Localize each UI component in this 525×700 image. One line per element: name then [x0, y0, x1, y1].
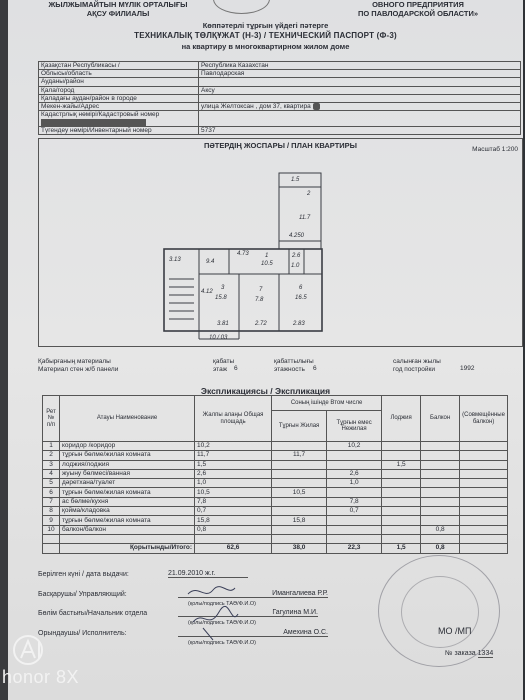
- cell-name: [60, 534, 195, 543]
- plan-label: 2.72: [255, 321, 267, 327]
- cell-nonliving: [327, 525, 382, 534]
- dept-head-label: Бөлім бастығы/Начальник отдела: [38, 610, 148, 617]
- cell-living: [272, 507, 327, 516]
- info-label: Мекен-жайы/Адрес: [39, 103, 199, 111]
- header-left-line1: ЖЫЛЖЫМАЙТЫН МҮЛІК ОРТАЛЫҒЫ: [48, 0, 188, 9]
- cell-combined: [460, 516, 508, 525]
- table-row: [43, 479, 508, 488]
- cell-living: 11,7: [272, 451, 327, 460]
- cell-combined: [460, 469, 508, 478]
- cell-name: қойма/кладовка: [60, 507, 195, 516]
- redacted-mark: [313, 103, 320, 110]
- plan-label: 1.0: [291, 263, 300, 269]
- cell-loggia: [382, 525, 421, 534]
- plan-label: 1.5: [291, 177, 300, 183]
- issue-date-label: Берілген күні / дата выдачи:: [38, 571, 129, 578]
- camera-ai-icon: [4, 630, 64, 670]
- cell-name: коридор /коридор: [60, 442, 195, 451]
- table-row: [43, 469, 508, 478]
- cell-num: 3: [43, 460, 60, 469]
- header-right-line2: ПО ПАВЛОДАРСКОЙ ОБЛАСТИ»: [357, 9, 479, 18]
- year-label-kz: салынған жылы: [393, 358, 441, 365]
- cell-nonliving: [327, 488, 382, 497]
- cell-combined: [460, 497, 508, 506]
- cell-nonliving: 2,6: [327, 469, 382, 478]
- info-label: [39, 111, 199, 127]
- cell-nonliving: 1,0: [327, 479, 382, 488]
- dept-head-name: Гагулина М.И.: [178, 609, 318, 617]
- cell-living: [272, 525, 327, 534]
- cell-balcony: [421, 497, 460, 506]
- cell-balcony: [421, 442, 460, 451]
- cell-num: [43, 534, 60, 543]
- cell-living: [272, 442, 327, 451]
- plan-label: 10.5: [261, 261, 273, 267]
- table-row: [43, 460, 508, 469]
- cell-living: [272, 497, 327, 506]
- cell-total: 7,8: [195, 497, 272, 506]
- floor-plan-section: [38, 138, 523, 347]
- cell-num: 6: [43, 488, 60, 497]
- info-value: Аксу: [199, 86, 521, 94]
- cell-combined: [460, 479, 508, 488]
- cell-name: тұрғын бөлме/жилая комната: [60, 451, 195, 460]
- signature-marks: [183, 582, 243, 647]
- cell-combined: [460, 525, 508, 534]
- cell-nonliving: [327, 451, 382, 460]
- floors-value: 6: [313, 365, 317, 372]
- plan-label: 1: [265, 253, 269, 259]
- info-value: Павлодарская: [199, 70, 521, 78]
- redacted-mark: [41, 119, 146, 126]
- cell-living: 38,0: [272, 544, 327, 553]
- order-label: № заказа: [445, 650, 476, 657]
- col-living: Тұрғын Жилая: [272, 411, 327, 442]
- explication-table: [42, 395, 508, 554]
- plan-label: 16.5: [295, 295, 307, 301]
- cell-total: 62,6: [195, 544, 272, 553]
- cell-balcony: [421, 507, 460, 516]
- address-info-table: [38, 61, 521, 135]
- wall-material-label-kz: Қабырғаның материалы: [38, 358, 111, 365]
- header-right: [338, 0, 498, 18]
- floors-label-ru: этажность: [274, 366, 305, 373]
- cell-combined: [460, 507, 508, 516]
- table-total-row: [43, 544, 508, 553]
- cell-num: 8: [43, 507, 60, 516]
- info-row: [39, 62, 521, 70]
- floor-plan-title: ПӘТЕРДІҢ ЖОСПАРЫ / ПЛАН КВАРТИРЫ: [203, 141, 358, 150]
- cell-name: ас бөлме/кухня: [60, 497, 195, 506]
- col-balcony: Балкон: [421, 396, 460, 442]
- plan-label: 3.13: [169, 257, 181, 263]
- table-header-row: [43, 396, 508, 411]
- cell-balcony: [421, 479, 460, 488]
- wall-material-label-ru: Материал стен ж/б панели: [38, 366, 119, 373]
- plan-label: 4.250: [289, 233, 305, 239]
- info-row: [39, 70, 521, 78]
- plan-label: 2.6: [292, 253, 301, 259]
- col-name: Атауы Наименование: [60, 396, 195, 442]
- seal-mark: МО /МП: [438, 626, 472, 636]
- order-number: [445, 650, 493, 657]
- cell-balcony: [421, 460, 460, 469]
- cell-name: Қорытынды/Итого:: [60, 544, 195, 553]
- cell-loggia: [382, 497, 421, 506]
- cell-living: [272, 469, 327, 478]
- issue-date-value: 21.09.2010 ж.г.: [168, 570, 248, 578]
- header-right-line1: ОВНОГО ПРЕДПРИЯТИЯ: [372, 0, 464, 9]
- floor-value: 6: [234, 365, 238, 372]
- info-label: Ауданы/район: [39, 78, 199, 86]
- cell-combined: [460, 460, 508, 469]
- cell-num: [43, 544, 60, 553]
- table-row: [43, 525, 508, 534]
- info-value: [199, 103, 521, 111]
- info-value: 5737: [199, 127, 521, 135]
- plan-loggia: [279, 173, 321, 187]
- cell-name: лоджия/лоджия: [60, 460, 195, 469]
- cell-total: 11,7: [195, 451, 272, 460]
- round-seal-inner: [401, 576, 479, 648]
- info-row: [39, 127, 521, 135]
- info-row: [39, 78, 521, 86]
- cell-balcony: 0,8: [421, 525, 460, 534]
- cell-loggia: 1,5: [382, 544, 421, 553]
- cell-balcony: [421, 534, 460, 543]
- cell-loggia: [382, 469, 421, 478]
- cell-num: 10: [43, 525, 60, 534]
- plan-label: 2: [307, 191, 311, 197]
- floor-plan-drawing: [39, 139, 522, 346]
- table-row: [43, 442, 508, 451]
- cell-total: 0,7: [195, 507, 272, 516]
- cell-total: 2,6: [195, 469, 272, 478]
- info-label-text: Кадастрлық нөмірі/Кадастровый номер: [41, 111, 160, 119]
- info-label: Қаладағы аудан/район в городе: [39, 94, 199, 102]
- info-label: Қазақстан Республикасы /: [39, 62, 199, 70]
- info-row: [39, 94, 521, 102]
- cell-nonliving: 7,8: [327, 497, 382, 506]
- dept-head-caption: (қолы/подпись ТАӘ/Ф.И.О): [188, 620, 256, 626]
- executor-name: Амехина О.С.: [178, 629, 328, 637]
- info-value: [199, 78, 521, 86]
- cell-loggia: [382, 507, 421, 516]
- year-label-ru: год постройки: [393, 366, 435, 373]
- info-row: [39, 86, 521, 94]
- cell-balcony: [421, 488, 460, 497]
- cell-total: 1,0: [195, 479, 272, 488]
- floor-plan-scale: Масштаб 1:200: [472, 146, 518, 153]
- header-left-line2: АҚСУ ФИЛИАЛЫ: [86, 9, 150, 18]
- year-value: 1992: [460, 365, 475, 372]
- executor-caption: (қолы/подпись ТАӘ/Ф.И.О): [188, 640, 256, 646]
- cell-name: тұрғын бөлме/жилая комната: [60, 488, 195, 497]
- plan-label: 6: [299, 285, 303, 291]
- plan-label: 9.4: [206, 259, 215, 265]
- cell-balcony: 0,8: [421, 544, 460, 553]
- plan-label: 15.8: [215, 295, 227, 301]
- plan-label: 11.7: [299, 215, 311, 221]
- camera-watermark: honor 8X: [2, 667, 80, 687]
- cell-loggia: [382, 488, 421, 497]
- cell-living: [272, 479, 327, 488]
- cell-total: 1,5: [195, 460, 272, 469]
- info-row: [39, 111, 521, 127]
- info-label: Қала/город: [39, 86, 199, 94]
- cell-name: жуыну бөлмесі/ванная: [60, 469, 195, 478]
- cell-name: дәретхана/туалет: [60, 479, 195, 488]
- cell-nonliving: 10,2: [327, 442, 382, 451]
- cell-loggia: [382, 451, 421, 460]
- col-nonliving: Тұрғын емес Нежилая: [327, 411, 382, 442]
- cell-total: [195, 534, 272, 543]
- info-value: Республика Казахстан: [199, 62, 521, 70]
- table-row: [43, 497, 508, 506]
- plan-label: 4.73: [237, 251, 249, 257]
- executor-label: Орындаушы/ Исполнитель:: [38, 630, 127, 637]
- cell-nonliving: [327, 516, 382, 525]
- cell-living: 10,5: [272, 488, 327, 497]
- cell-num: 1: [43, 442, 60, 451]
- info-label: Түгендеу нөмірі/Инвентарный номер: [39, 127, 199, 135]
- cell-combined: [460, 544, 508, 553]
- cell-combined: [460, 488, 508, 497]
- table-row: [43, 451, 508, 460]
- col-num: Рет № п/п: [43, 396, 60, 442]
- col-combined: (Совмещённые балкон): [460, 396, 508, 442]
- cell-living: [272, 534, 327, 543]
- floor-label-ru: этаж: [213, 366, 228, 373]
- cell-num: 2: [43, 451, 60, 460]
- cell-balcony: [421, 469, 460, 478]
- cell-balcony: [421, 451, 460, 460]
- head-name: Имангалиева Р.Р.: [178, 590, 328, 598]
- plan-label: 3: [221, 285, 225, 291]
- plan-label: 4.12: [201, 289, 213, 295]
- table-row: [43, 507, 508, 516]
- cell-balcony: [421, 516, 460, 525]
- cell-name: балкон/балкон: [60, 525, 195, 534]
- cell-total: 0,8: [195, 525, 272, 534]
- cell-living: 15,8: [272, 516, 327, 525]
- floors-label-kz: қабаттылығы: [274, 358, 314, 365]
- document-title-main: ТЕХНИКАЛЫҚ ТӨЛҚҰЖАТ (Н-3) / ТЕХНИЧЕСКИЙ ПАСПОРТ (Ф-3): [134, 31, 397, 40]
- table-row: [43, 534, 508, 543]
- table-row: [43, 516, 508, 525]
- cell-nonliving: [327, 460, 382, 469]
- cell-name: тұрғын бөлме/жилая комната: [60, 516, 195, 525]
- info-value: [199, 111, 521, 127]
- plan-label: 7.8: [255, 297, 264, 303]
- cell-combined: [460, 451, 508, 460]
- cell-num: 5: [43, 479, 60, 488]
- cell-total: 10,2: [195, 442, 272, 451]
- cell-nonliving: 0,7: [327, 507, 382, 516]
- cell-loggia: [382, 442, 421, 451]
- cell-living: [272, 460, 327, 469]
- cell-total: 15,8: [195, 516, 272, 525]
- technical-passport-document: [8, 0, 523, 700]
- plan-label: 10 / 03: [209, 335, 228, 341]
- plan-label: 3.81: [217, 321, 229, 327]
- header-left: [33, 0, 203, 18]
- address-text: улица Желтоксан , дом 37, квартира: [201, 103, 311, 111]
- cell-loggia: 1,5: [382, 460, 421, 469]
- plan-label: 2.83: [293, 321, 305, 327]
- cell-combined: [460, 442, 508, 451]
- cell-num: 9: [43, 516, 60, 525]
- cell-num: 7: [43, 497, 60, 506]
- head-label: Басқарушы/ Управляющий:: [38, 591, 127, 598]
- header-stamp-fragment: [213, 0, 270, 14]
- cell-total: 10,5: [195, 488, 272, 497]
- col-loggia: Лоджия: [382, 396, 421, 442]
- head-caption: (қолы/подпись ТАӘ/Ф.И.О): [188, 601, 256, 607]
- cell-loggia: [382, 534, 421, 543]
- col-incl: Соның ішінде Втом числе: [272, 396, 382, 411]
- cell-combined: [460, 534, 508, 543]
- info-row: [39, 103, 521, 111]
- cell-loggia: [382, 516, 421, 525]
- explication-title: Экспликациясы / Экспликация: [200, 386, 331, 396]
- cell-nonliving: [327, 534, 382, 543]
- col-total: Жалпы алаңы Общая площадь: [195, 396, 272, 442]
- document-title-ru: на квартиру в многоквартирном жилом доме: [181, 42, 350, 51]
- floor-label-kz: қабаты: [213, 358, 235, 365]
- cell-nonliving: 22,3: [327, 544, 382, 553]
- document-title-kz: Көппәтерлі тұрғын үйдегі пәтерге: [202, 21, 329, 30]
- order-value: 1334: [477, 650, 494, 657]
- info-label: Облысы/область: [39, 70, 199, 78]
- info-value: [199, 94, 521, 102]
- cell-num: 4: [43, 469, 60, 478]
- table-row: [43, 488, 508, 497]
- plan-label: 7: [259, 287, 263, 293]
- cell-loggia: [382, 479, 421, 488]
